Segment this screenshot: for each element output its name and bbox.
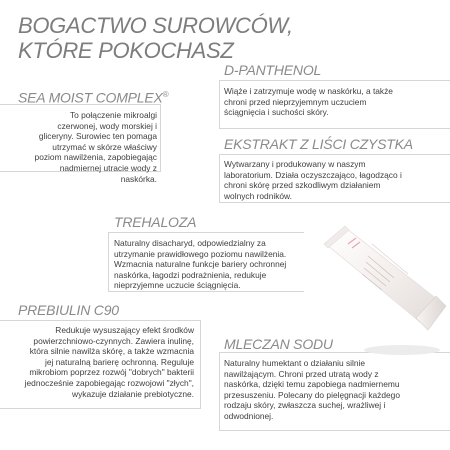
page-title xyxy=(18,13,293,63)
trehaloza-heading: TREHALOZA xyxy=(114,214,197,230)
mleczan-heading: MLECZAN SODU xyxy=(224,336,333,352)
ekstrakt-text: Wytwarzany i produkowany w naszym laboratorium. Działa oczyszczająco, łagodząco i chroni skórę przed szkodliwym działaniem wolnych rodników. xyxy=(224,159,402,201)
page-title-line-2: KTÓRE POKOCHASZ xyxy=(18,38,234,63)
sea-moist-text: To połączenie mikroalgi czerwonej, wody morskiej i gliceryny. Surowiec ten pomaga utrzymać w skórze właściwy poziom nawilżenia, zapobiegając nadmiernej utracie wody z naskórka. xyxy=(34,110,157,184)
d-panthenol-heading: D-PANTHENOL xyxy=(224,62,322,78)
prebiulin-text: Redukuje wysuszający efekt środków powierzchniowo-czynnych. Zawiera inulinę, która silnie nawilża skórę, a także wzmacnia jej naturalną barierę ochronną. Reguluje mikrobiom poprzez rozwój "dobrych" bakterii jednocześnie zapobiegając rozwojowi "złych", wykazuje działanie prebiotyczne. xyxy=(24,325,194,399)
mleczan-text: Naturalny humektant o działaniu silnie nawilżającym. Chroni przed utratą wody z naskórka, dzięki temu zapobiega nadmiernemu przesuszeniu. Polecany do pielęgnacji każdego rodzaju skóry, zwłaszcza suchej, wrażliwej i odwodnionej. xyxy=(224,358,400,421)
trehaloza-text: Naturalny disacharyd, odpowiedzialny za utrzymanie prawidłowego poziomu nawilżenia. Wzmacnia naturalne funkcje bariery ochronnej naskórka, łagodzi podrażnienia, redukuje nieprzyjemne uczucie ściągnięcia. xyxy=(114,238,287,291)
sea-moist-heading xyxy=(18,87,168,106)
ekstrakt-heading: EKSTRAKT Z LIŚCI CZYSTKA xyxy=(224,136,413,152)
d-panthenol-text: Wiąże i zatrzymuje wodę w naskórku, a także chroni przed nieprzyjemnym uczuciem ściągnięcia i suchości skóry. xyxy=(224,86,393,118)
sea-moist-heading-text: SEA MOIST COMPLEX xyxy=(18,89,163,106)
page-title-line-1: BOGACTWO SUROWCÓW, xyxy=(18,13,293,38)
prebiulin-heading: PREBIULIN C90 xyxy=(18,302,119,318)
product-tube-icon xyxy=(312,222,447,362)
product-tube-image xyxy=(312,222,447,362)
registered-mark: ® xyxy=(162,90,169,99)
